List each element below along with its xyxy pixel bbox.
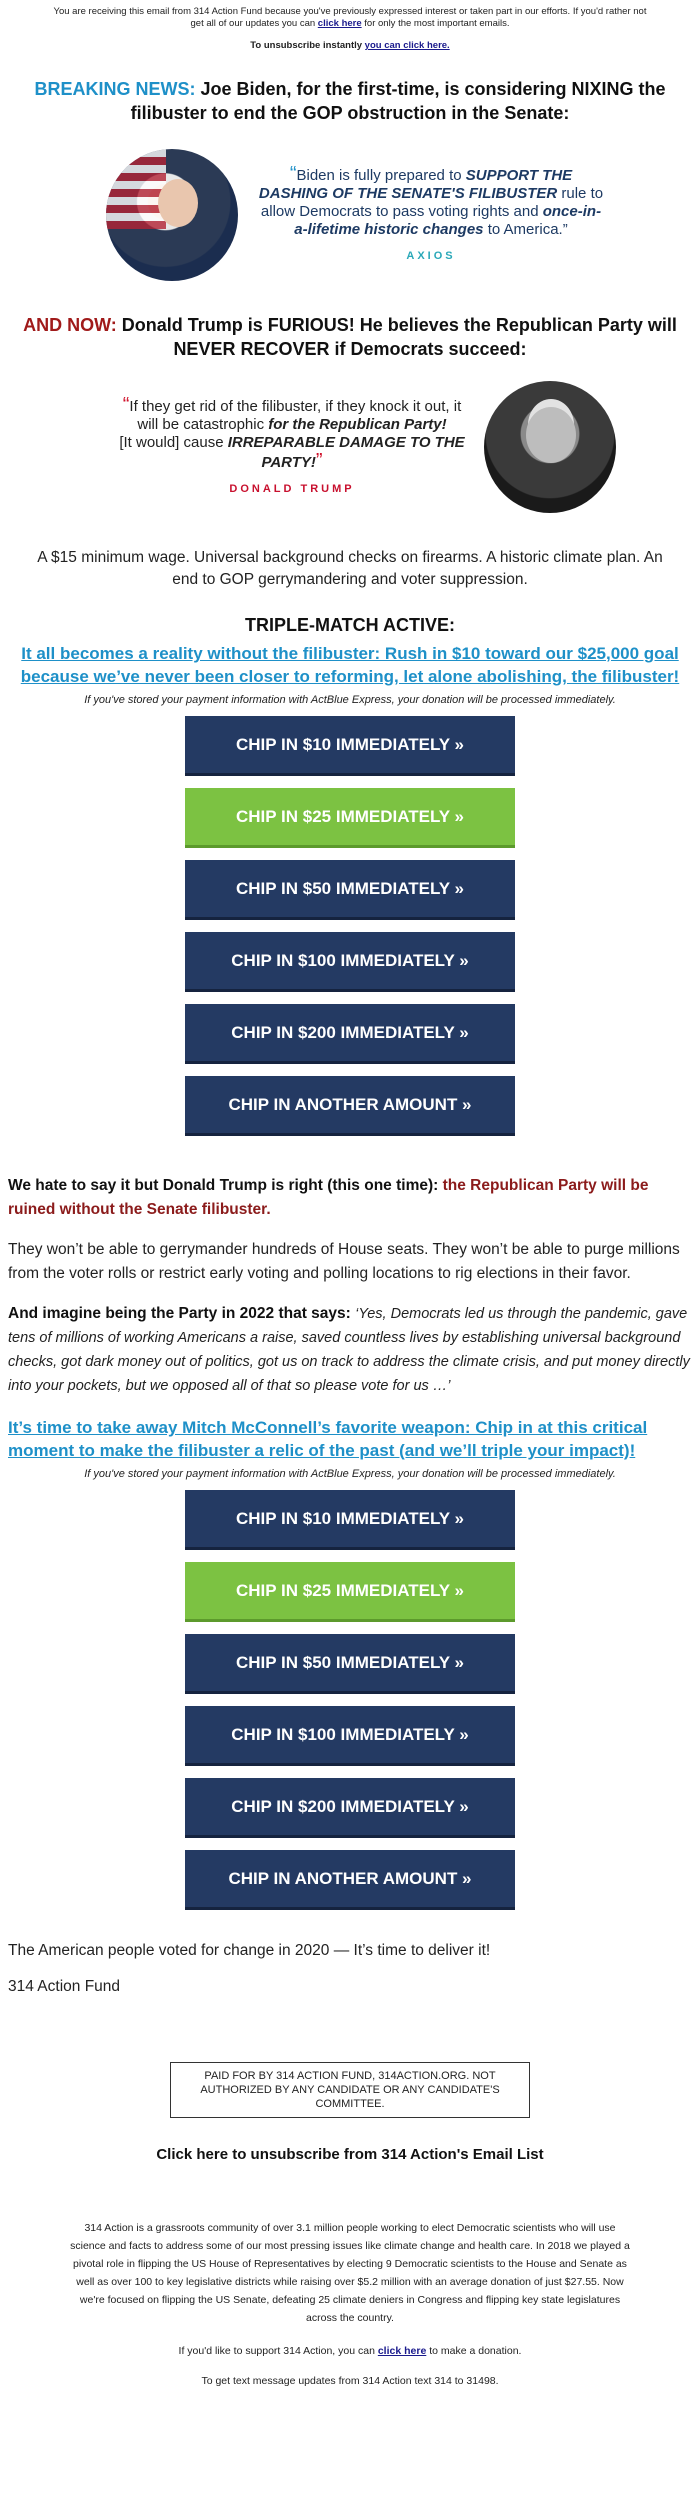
trump-photo	[484, 381, 616, 513]
body-paragraph-consequences: They won’t be able to gerrymander hundreds of House seats. They won’t be able to purge millions from the voter rolls or restrict early voting and polling locations to rig elections in their favor.	[8, 1241, 680, 1282]
chip-in-10-button[interactable]: CHIP IN $10 IMMEDIATELY »	[185, 716, 515, 776]
preferences-link[interactable]: click here	[317, 18, 362, 29]
paid-for-disclaimer: PAID FOR BY 314 ACTION FUND, 314ACTION.ORG. NOT AUTHORIZED BY ANY CANDIDATE OR ANY CANDIDATE'S COMMITTEE.	[170, 2062, 530, 2118]
and-now-headline: AND NOW: Donald Trump is FURIOUS! He believes the Republican Party will NEVER RECOVER if Democrats succeed:	[23, 315, 677, 359]
chip-in-200-button[interactable]: CHIP IN $200 IMMEDIATELY »	[185, 1778, 515, 1838]
body-paragraph-imagine: And imagine being the Party in 2022 that says: ‘Yes, Democrats led us through the pandemic, gave tens of millions of working Americans a raise, saved countless lives by establishing universal background checks, got dark money out of politics, got us on track to address the climate crisis, and put money directly into your pockets, but we opposed all of that so please vote for us …’	[8, 1305, 690, 1394]
chip-in-10-button[interactable]: CHIP IN $10 IMMEDIATELY »	[185, 1490, 515, 1550]
body-paragraph-trump-right: We hate to say it but Donald Trump is right (this one time): the Republican Party will be ruined without the Senate filibuster.	[8, 1177, 649, 1218]
signature: 314 Action Fund	[8, 1978, 121, 1995]
actblue-note-bottom: If you've stored your payment information with ActBlue Express, your donation will be processed immediately.	[84, 1468, 616, 1480]
chip-in-other-button[interactable]: CHIP IN ANOTHER AMOUNT »	[185, 1076, 515, 1136]
trump-quote-block	[8, 377, 692, 517]
actblue-note-top: If you've stored your payment information with ActBlue Express, your donation will be processed immediately.	[84, 694, 616, 706]
support-donate-link[interactable]: click here	[377, 2345, 427, 2357]
agenda-paragraph: A $15 minimum wage. Universal background checks on firearms. A historic climate plan. An end to GOP gerrymandering and voter suppression.	[37, 549, 663, 588]
donate-buttons-top	[8, 716, 692, 1148]
breaking-news-headline: BREAKING NEWS: Joe Biden, for the first-time, is considering NIXING the filibuster to end the GOP obstruction in the Senate:	[34, 79, 666, 123]
biden-photo	[106, 149, 238, 281]
chip-in-100-button[interactable]: CHIP IN $100 IMMEDIATELY »	[185, 932, 515, 992]
chip-in-25-button[interactable]: CHIP IN $25 IMMEDIATELY »	[185, 788, 515, 848]
closing-line: The American people voted for change in 2020 — It’s time to deliver it!	[8, 1942, 491, 1959]
chip-in-200-button[interactable]: CHIP IN $200 IMMEDIATELY »	[185, 1004, 515, 1064]
triple-match-heading: TRIPLE-MATCH ACTIVE:	[245, 615, 455, 635]
about-314-action: 314 Action is a grassroots community of over 3.1 million people working to elect Democratic scientists who will use science and facts to address some of our most pressing issues like climate change and health care. In 2018 we played a pivotal role in flipping the US House of Representatives by electing 9 Democratic scientists to the House and Senate as well as over 100 to key legislative districts while raising over $5.2 million with an average donation of just $27.55. Now we're focused on flipping the US Senate, defeating 25 climate deniers in Congress and flipping key state legislatures across the country.	[70, 2222, 630, 2324]
unsubscribe-list-link[interactable]: Click here to unsubscribe from 314 Action's Email List	[156, 2146, 544, 2163]
donate-buttons-bottom	[8, 1490, 692, 1922]
unsubscribe-instantly-link[interactable]: you can click here.	[364, 40, 450, 51]
chip-in-50-button[interactable]: CHIP IN $50 IMMEDIATELY »	[185, 1634, 515, 1694]
subscription-notice: You are receiving this email from 314 Action Fund because you've previously expressed interest or taken part in our efforts. If you'd rather not get all of our updates you can click here for only the most important emails.	[53, 6, 647, 29]
chip-in-25-button[interactable]: CHIP IN $25 IMMEDIATELY »	[185, 1562, 515, 1622]
support-line: If you'd like to support 314 Action, you can click here to make a donation.	[178, 2345, 522, 2357]
cta-link-top[interactable]: It all becomes a reality without the filibuster: Rush in $10 toward our $25,000 goal because we’ve never been closer to reforming, let alone abolishing, the filibuster!	[20, 644, 680, 686]
text-updates-line: To get text message updates from 314 Action text 314 to 31498.	[201, 2375, 499, 2387]
quote-source-axios: AXIOS	[406, 250, 456, 262]
axios-quote-block	[8, 145, 692, 285]
cta-link-bottom[interactable]: It’s time to take away Mitch McConnell’s favorite weapon: Chip in at this critical moment to make the filibuster a relic of the past (and we’ll triple your impact)!	[8, 1418, 648, 1460]
unsubscribe-instantly: To unsubscribe instantly you can click here.	[250, 40, 450, 51]
chip-in-100-button[interactable]: CHIP IN $100 IMMEDIATELY »	[185, 1706, 515, 1766]
chip-in-other-button[interactable]: CHIP IN ANOTHER AMOUNT »	[185, 1850, 515, 1910]
quote-source-trump: DONALD TRUMP	[229, 483, 355, 495]
axios-quote: “Biden is fully prepared to SUPPORT THE DASHING OF THE SENATE'S FILIBUSTER rule to allow Democrats to pass voting rights and once-in-a-lifetime historic changes to America.” AXIOS	[256, 165, 606, 265]
trump-quote: “If they get rid of the filibuster, if they knock it out, it will be catastrophic for the Republican Party! [It would] cause IRREPARABLE DAMAGE TO THE PARTY!” DONALD TRUMP	[112, 396, 472, 498]
chip-in-50-button[interactable]: CHIP IN $50 IMMEDIATELY »	[185, 860, 515, 920]
